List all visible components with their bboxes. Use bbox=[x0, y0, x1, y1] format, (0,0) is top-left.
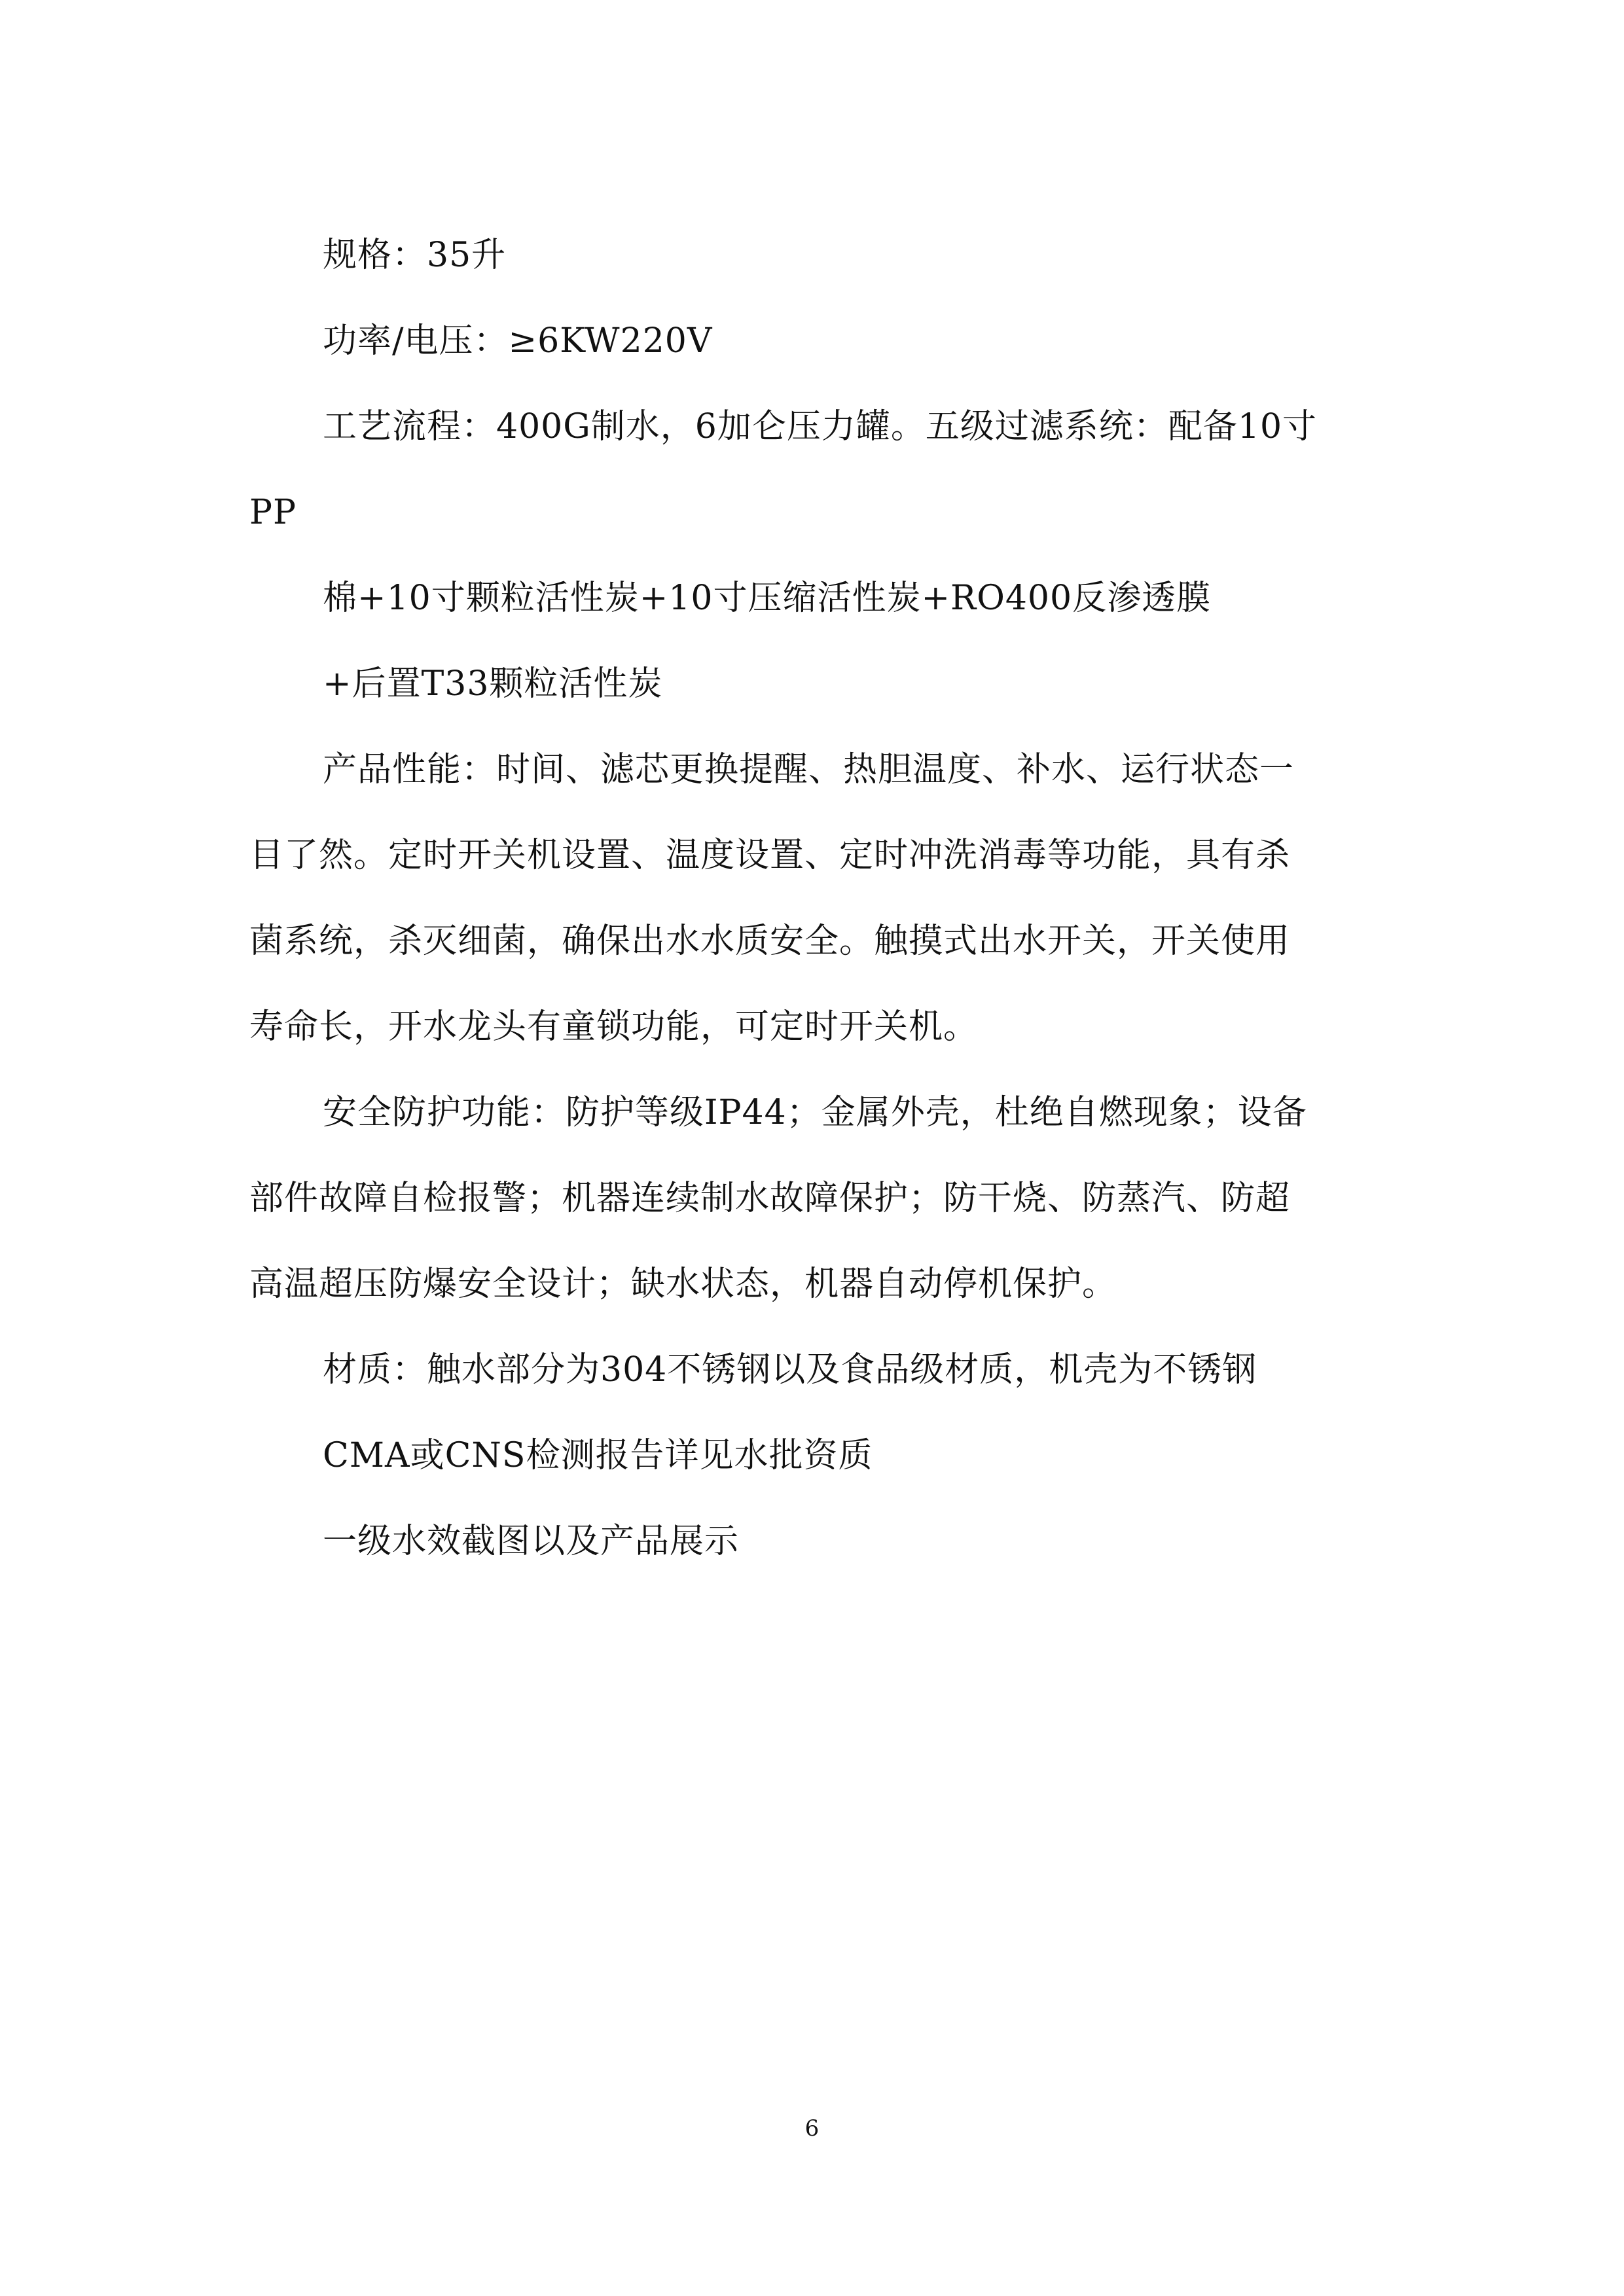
performance-line-2: 目了然。定时开关机设置、温度设置、定时冲洗消毒等功能，具有杀 bbox=[249, 836, 1291, 875]
process-flow-line: 工艺流程：400G制水，6加仑压力罐。五级过滤系统：配备10寸 bbox=[323, 407, 1318, 446]
material-line: 材质：触水部分为304不锈钢以及食品级材质，机壳为不锈钢 bbox=[323, 1350, 1257, 1390]
filter-post-line: +后置T33颗粒活性炭 bbox=[323, 664, 663, 704]
safety-line-3: 高温超压防爆安全设计；缺水状态，机器自动停机保护。 bbox=[249, 1265, 1117, 1304]
spec-capacity-line: 规格：35升 bbox=[323, 236, 507, 275]
page-number: 6 bbox=[804, 2115, 820, 2142]
spec-power-line: 功率/电压：≥6KW220V bbox=[323, 321, 713, 361]
process-flow-continuation: PP bbox=[249, 493, 297, 532]
efficiency-line: 一级水效截图以及产品展示 bbox=[323, 1522, 740, 1561]
filter-components-line: 棉+10寸颗粒活性炭+10寸压缩活性炭+RO400反渗透膜 bbox=[323, 579, 1212, 618]
document-body bbox=[249, 213, 1377, 1585]
performance-line-4: 寿命长，开水龙头有童锁功能，可定时开关机。 bbox=[249, 1007, 979, 1047]
performance-line-1: 产品性能：时间、滤芯更换提醒、热胆温度、补水、运行状态一 bbox=[323, 750, 1295, 789]
report-line: CMA或CNS检测报告详见水批资质 bbox=[323, 1436, 873, 1475]
safety-line-1: 安全防护功能：防护等级IP44；金属外壳，杜绝自燃现象；设备 bbox=[323, 1093, 1307, 1132]
performance-line-3: 菌系统，杀灭细菌，确保出水水质安全。触摸式出水开关，开关使用 bbox=[249, 922, 1291, 961]
safety-line-2: 部件故障自检报警；机器连续制水故障保护；防干烧、防蒸汽、防超 bbox=[249, 1179, 1291, 1218]
